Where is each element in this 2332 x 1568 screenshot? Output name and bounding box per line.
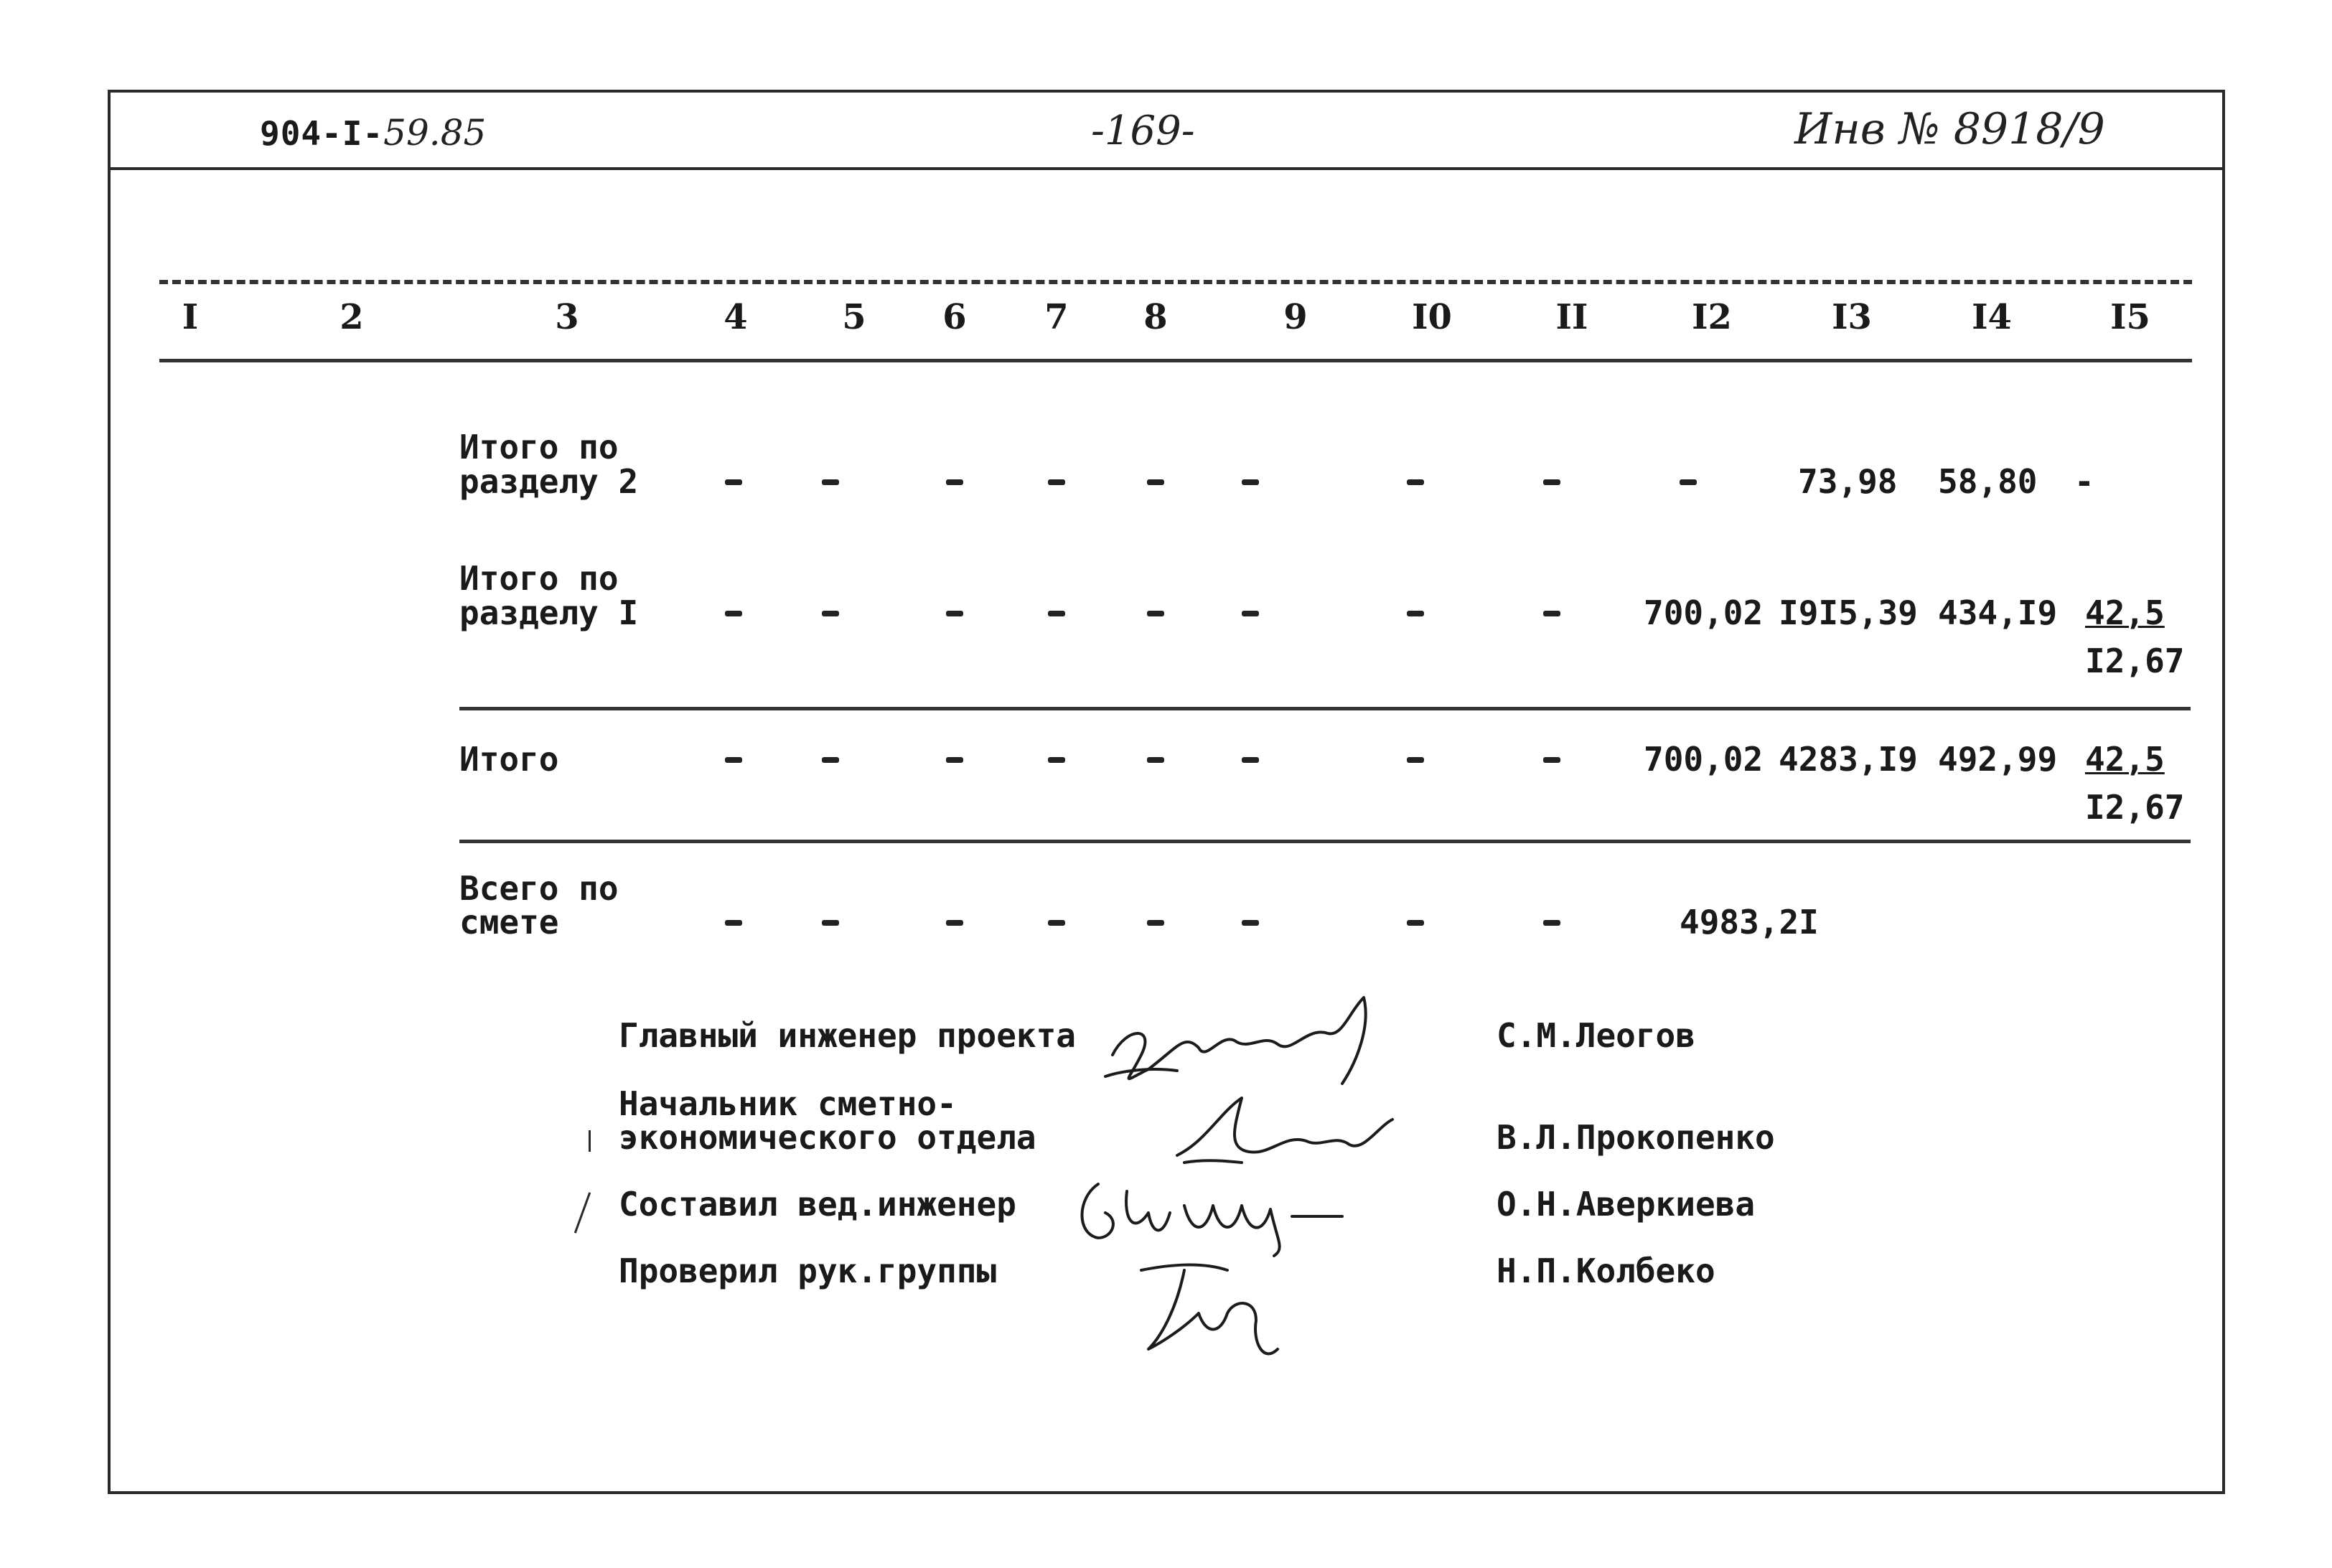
dash-mark bbox=[1407, 757, 1424, 763]
dash-mark bbox=[822, 920, 839, 926]
signature-role-line2: экономического отдела bbox=[619, 1118, 1036, 1157]
row-label-line2: разделу 2 bbox=[459, 462, 639, 501]
dash-mark bbox=[1543, 611, 1560, 616]
column-header-1: I bbox=[182, 297, 199, 337]
signature-name: Н.П.Колбеко bbox=[1497, 1252, 1715, 1290]
row-value-col14: 492,99 bbox=[1938, 740, 2058, 779]
column-header-9: 9 bbox=[1283, 297, 1308, 337]
doc-code-typed: 904-I- bbox=[260, 114, 384, 153]
row-label-line2: разделу I bbox=[459, 593, 639, 632]
column-header-5: 5 bbox=[842, 297, 866, 337]
dash-mark bbox=[822, 757, 839, 763]
dash-mark bbox=[1242, 757, 1259, 763]
dash-mark bbox=[1543, 757, 1560, 763]
dash-mark bbox=[946, 479, 963, 485]
column-header-13: I3 bbox=[1832, 297, 1872, 337]
dash-mark bbox=[725, 920, 742, 926]
row-value-col13: 73,98 bbox=[1798, 462, 1898, 501]
column-header-top-line bbox=[159, 280, 2192, 284]
row-value-col15-bottom: I2,67 bbox=[2085, 788, 2185, 827]
column-header-bottom-line bbox=[159, 359, 2192, 362]
inventory-number: Инв № 8918/9 bbox=[1794, 104, 2105, 154]
column-header-2: 2 bbox=[340, 297, 364, 337]
row-label-line1: Всего по bbox=[459, 869, 619, 908]
row-value-col12: 700,02 bbox=[1644, 593, 1764, 632]
dash-mark bbox=[1147, 479, 1164, 485]
dash-mark bbox=[1407, 920, 1424, 926]
dash-mark bbox=[725, 757, 742, 763]
column-header-10: I0 bbox=[1412, 297, 1452, 337]
dash-mark bbox=[1543, 920, 1560, 926]
dash-mark bbox=[1242, 479, 1259, 485]
row-value-col12: 700,02 bbox=[1644, 740, 1764, 779]
signature-role: Проверил рук.группы bbox=[619, 1252, 997, 1290]
column-header-8: 8 bbox=[1143, 297, 1168, 337]
frame-left-line bbox=[108, 90, 111, 1493]
dash-mark bbox=[1048, 611, 1065, 616]
handwritten-signature bbox=[1069, 1170, 1357, 1249]
dash-mark bbox=[1147, 611, 1164, 616]
dash-mark bbox=[1407, 611, 1424, 616]
margin-mark bbox=[574, 1192, 591, 1233]
page-number: -169- bbox=[1091, 108, 1195, 154]
margin-mark bbox=[589, 1130, 591, 1152]
row-label-line1: Итого bbox=[459, 740, 559, 779]
signature-name: В.Л.Прокопенко bbox=[1497, 1118, 1775, 1157]
dash-mark bbox=[1242, 920, 1259, 926]
dash-mark bbox=[725, 479, 742, 485]
row-value-col15-top: 42,5 bbox=[2085, 593, 2165, 632]
row-label-line1: Итого по bbox=[459, 559, 619, 598]
row-label-line2: смете bbox=[459, 903, 559, 942]
dash-mark bbox=[946, 757, 963, 763]
column-header-4: 4 bbox=[724, 297, 748, 337]
row-value-col13: 4283,I9 bbox=[1779, 740, 1918, 779]
column-header-11: II bbox=[1555, 297, 1588, 337]
row-value-col14: 58,80 bbox=[1938, 462, 2038, 501]
row-value-col15-top: 42,5 bbox=[2085, 740, 2165, 779]
column-header-3: 3 bbox=[555, 297, 579, 337]
signature-name: С.М.Леогов bbox=[1497, 1016, 1695, 1055]
doc-code-hand: 59.85 bbox=[383, 112, 487, 154]
dash-mark bbox=[1242, 611, 1259, 616]
dash-mark bbox=[725, 611, 742, 616]
frame-bottom-line bbox=[108, 1491, 2225, 1494]
dash-mark bbox=[946, 920, 963, 926]
section-divider-line bbox=[459, 707, 2191, 710]
column-header-7: 7 bbox=[1044, 297, 1069, 337]
dash-mark bbox=[1048, 920, 1065, 926]
row-value-col13: I9I5,39 bbox=[1779, 593, 1918, 632]
column-header-12: I2 bbox=[1692, 297, 1732, 337]
signature-role: Главный инженер проекта bbox=[619, 1016, 1076, 1055]
handwritten-signature bbox=[1163, 1084, 1400, 1177]
frame-right-line bbox=[2222, 90, 2225, 1493]
handwritten-signature bbox=[1098, 983, 1400, 1091]
dash-mark bbox=[1147, 920, 1164, 926]
dash-mark bbox=[822, 479, 839, 485]
dash-mark bbox=[1407, 479, 1424, 485]
column-header-14: I4 bbox=[1972, 297, 2012, 337]
dash-mark bbox=[1048, 479, 1065, 485]
dash-mark bbox=[822, 611, 839, 616]
signature-role: Составил вед.инженер bbox=[619, 1185, 1016, 1224]
dash-mark bbox=[1680, 479, 1697, 485]
dash-mark bbox=[1543, 479, 1560, 485]
grand-total-value: 4983,2I bbox=[1680, 903, 1819, 942]
row-value-col15: - bbox=[2074, 462, 2094, 501]
dash-mark bbox=[946, 611, 963, 616]
section-divider-line bbox=[459, 840, 2191, 843]
column-header-15: I5 bbox=[2110, 297, 2150, 337]
header-divider-line bbox=[108, 167, 2225, 170]
column-header-6: 6 bbox=[942, 297, 967, 337]
dash-mark bbox=[1147, 757, 1164, 763]
signature-name: О.Н.Аверкиева bbox=[1497, 1185, 1756, 1224]
dash-mark bbox=[1048, 757, 1065, 763]
row-label-line1: Итого по bbox=[459, 428, 619, 466]
signature-role-line1: Начальник сметно- bbox=[619, 1084, 957, 1123]
row-value-col15-bottom: I2,67 bbox=[2085, 642, 2185, 680]
row-value-col14: 434,I9 bbox=[1938, 593, 2058, 632]
handwritten-signature bbox=[1120, 1241, 1306, 1371]
frame-top-line bbox=[108, 90, 2225, 93]
doc-code bbox=[260, 112, 487, 154]
